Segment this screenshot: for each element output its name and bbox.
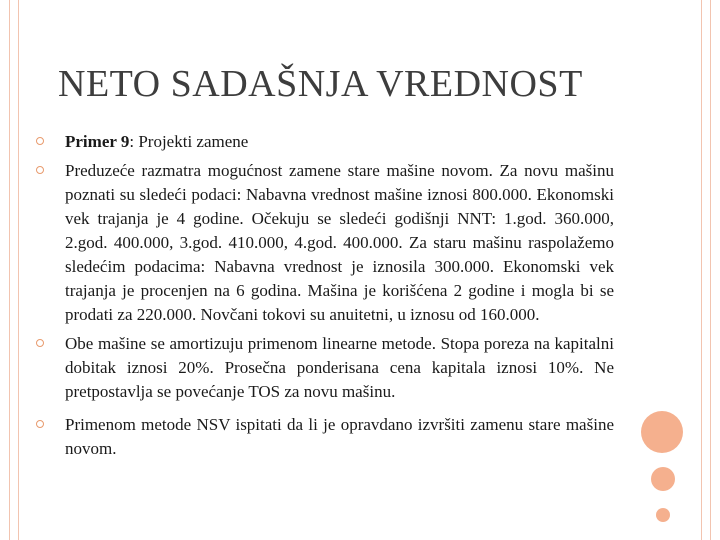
bullet-item bbox=[36, 332, 614, 404]
bullet-text: Preduzeće razmatra mogućnost zamene stare mašine novom. Za novu mašinu poznati su sledeći podaci: Nabavna vrednost mašine iznosi 800.000. Ekonomski vek trajanja je 4 godine. Očekuju se sledeći godišnji NNT: 1.god. 360.000, 2.god. 400.000, 3.god. 410.000, 4.god. 400.000. Za staru mašinu raspolažemo sledećim podacima: Nabavna vrednost je iznosila 300.000. Ekonomski vek trajanja je procenjen na 6 godina. Mašina je korišćena 2 godine i mogla bi se prodati za 220.000. Novčani tokovi su anuitetni, u iznosu od 160.000. bbox=[65, 161, 614, 324]
decorative-circle-large bbox=[641, 411, 683, 453]
bullet-circle-icon bbox=[36, 166, 44, 174]
decorative-circle-small bbox=[656, 508, 670, 522]
bullet-circle-icon bbox=[36, 339, 44, 347]
right-border-decoration bbox=[701, 0, 711, 540]
bullet-list bbox=[36, 130, 614, 461]
example-label: Primer 9 bbox=[65, 132, 130, 151]
left-border-decoration bbox=[9, 0, 19, 540]
decorative-circle-medium bbox=[651, 467, 675, 491]
bullet-circle-icon bbox=[36, 420, 44, 428]
bullet-item bbox=[36, 130, 614, 154]
bullet-circle-icon bbox=[36, 137, 44, 145]
example-title: : Projekti zamene bbox=[129, 132, 249, 151]
bullet-item bbox=[36, 159, 614, 327]
bullet-text: Primenom metode NSV ispitati da li je opravdano izvršiti zamenu stare mašine novom. bbox=[65, 415, 614, 458]
bullet-text: Obe mašine se amortizuju primenom linearne metode. Stopa poreza na kapitalni dobitak iznosi 20%. Prosečna ponderisana cena kapitala iznosi 10%. Ne pretpostavlja se povećanje TOS za novu mašinu. bbox=[65, 334, 614, 401]
slide-title: NETO SADAŠNJA VREDNOST bbox=[58, 63, 583, 105]
bullet-item bbox=[36, 413, 614, 461]
